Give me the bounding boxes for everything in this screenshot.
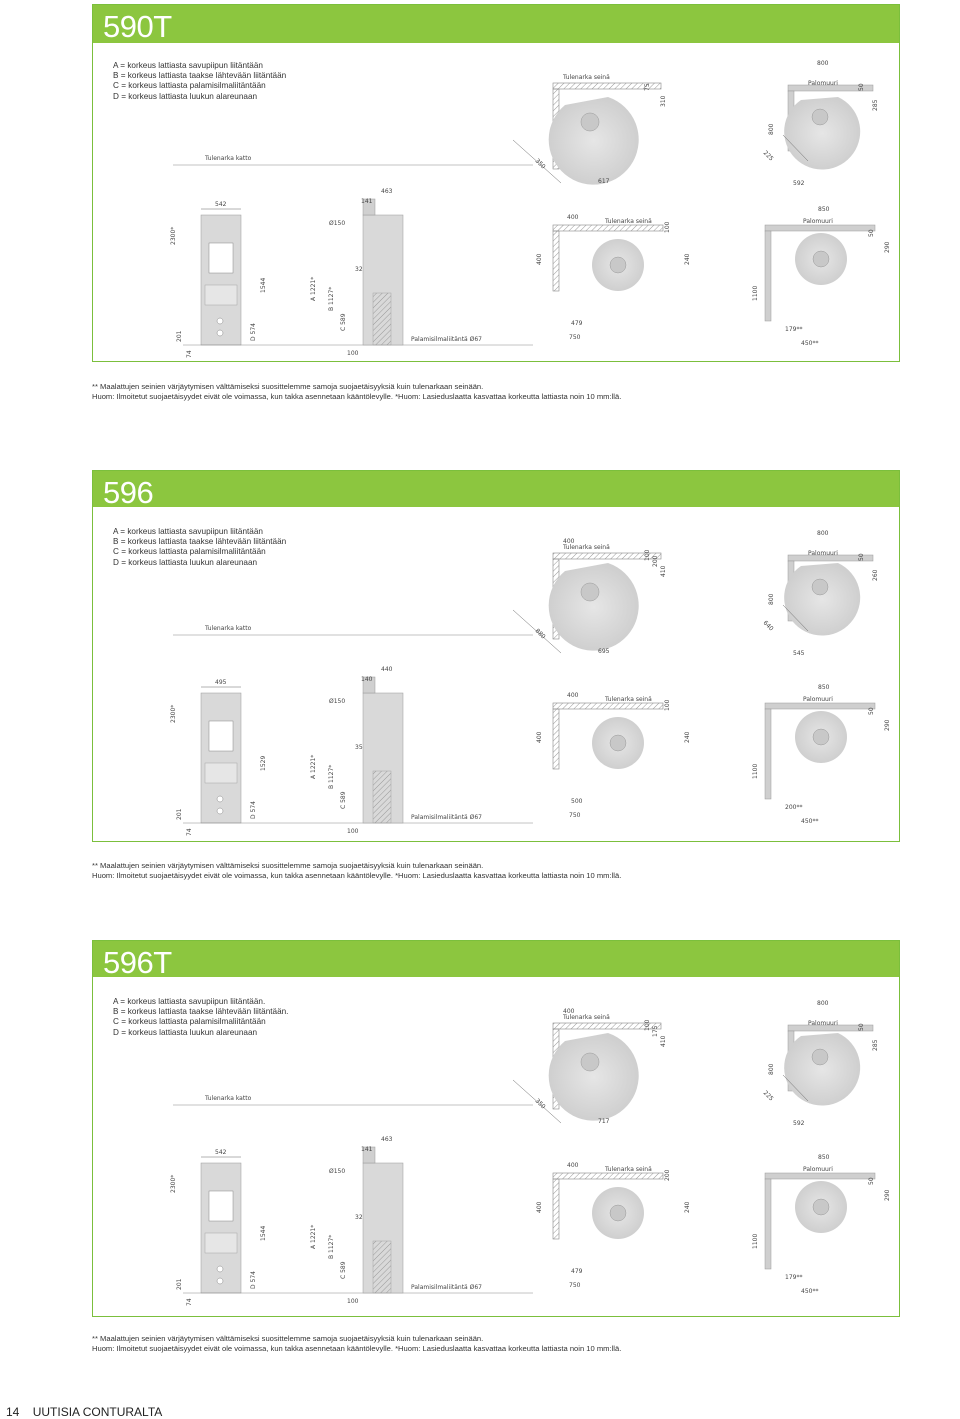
dim-height-74: 74 [186, 1298, 193, 1306]
legend-item: C = korkeus lattiasta palamisilmaliitäntään [113, 81, 266, 91]
dim-wall-b: 310 [660, 95, 667, 107]
stove-knob [217, 318, 223, 324]
dim-height-b: B 1127* [328, 1234, 335, 1259]
dim-height-total: 1529 [260, 755, 267, 771]
dim-height-c: C 589 [340, 313, 347, 331]
dim-firewall-1100: 1100 [752, 285, 759, 301]
firewall-fan [784, 1033, 860, 1106]
wall-hatch-side [553, 1179, 559, 1239]
dim-wall-diagonal: 350 [533, 157, 547, 171]
dim-side-32: 35 [355, 744, 363, 751]
wall-hatch-top [553, 703, 663, 709]
dim-wall-c: 200 [652, 555, 659, 567]
dim-height-total: 1544 [260, 1225, 267, 1241]
stove-knob [217, 1266, 223, 1272]
top-view-wall [513, 74, 667, 185]
front-view [170, 1149, 533, 1306]
brand-name: UUTISIA CONTURALTA [32, 1405, 163, 1419]
section-3 [92, 940, 900, 1317]
note-line2: Huom: Ilmoitetut suojaetäisyydet eivät ole voimassa, kun takka asennetaan kääntölevylle. *Huom: Lasieduslaatta kasvattaa korkeutta lattiasta noin 10 mm:llä. [92, 1344, 622, 1353]
wall-hatch-side [553, 231, 559, 291]
dim-side-141: 141 [361, 198, 373, 205]
ceiling [173, 625, 533, 635]
dim-firewall-850: 850 [818, 684, 830, 691]
legend-item: B = korkeus lattiasta taakse lähtevään liitäntään. [113, 1007, 289, 1017]
legend-item: A = korkeus lattiasta savupiipun liitäntään. [113, 997, 266, 1006]
dim-bottom-750: 750 [569, 1282, 581, 1289]
dim-side-32: 32 [355, 266, 363, 273]
dim-firewall-height: 800 [768, 593, 775, 605]
dim-bottom-479: 479 [571, 1268, 583, 1275]
dim-side-100: 100 [347, 828, 359, 835]
dimension-drawings [93, 471, 899, 841]
stove-middle [205, 1233, 237, 1253]
dim-height-201: 201 [176, 1278, 183, 1290]
top-view-firewall [762, 1000, 879, 1127]
dim-wall-a: 100 [644, 1019, 651, 1031]
dim-bottom-240: 240 [684, 253, 691, 265]
dim-bottom-400: 400 [567, 1162, 579, 1169]
note-line1: ** Maalattujen seinien värjäytymisen välttämiseksi suosittelemme samoja suojaetäisyyksiä kuin tulenarkaan seinään. [92, 382, 484, 391]
firewall-fan [784, 97, 860, 170]
firewall-side [765, 709, 771, 799]
front-view [170, 201, 533, 358]
side-view [310, 666, 482, 835]
dim-height-c: C 589 [340, 791, 347, 809]
dim-bottom-240: 240 [684, 1201, 691, 1213]
top-view-wall [513, 1008, 667, 1125]
dim-bottom-400: 400 [567, 692, 579, 699]
dim-height-74: 74 [186, 828, 193, 836]
dim-height-a: A 1221* [310, 754, 317, 779]
legend-item: B = korkeus lattiasta taakse lähtevään liitäntään [113, 71, 287, 81]
legend-item: D = korkeus lattiasta luukun alareunaan [113, 1027, 258, 1037]
stove-door-glass [209, 721, 233, 751]
dim-firewall-diagonal: 225 [761, 1089, 775, 1103]
note-line1: ** Maalattujen seinien värjäytymisen välttämiseksi suosittelemme samoja suojaetäisyyksiä kuin tulenarkaan seinään. [92, 1334, 484, 1343]
dimension-drawings [93, 5, 899, 361]
firewall-label: Palomuuri [808, 550, 838, 557]
dim-side-depth: 440 [381, 666, 393, 673]
dim-firewall-290: 290 [884, 241, 891, 253]
dim-firewall-width: 800 [817, 1000, 829, 1007]
dim-bottom-240: 240 [684, 731, 691, 743]
dim-firewall-depth: 545 [793, 650, 805, 657]
dim-firewall-b: 285 [872, 99, 879, 111]
clearance-fan [549, 563, 639, 651]
dim-firewall-450: 450** [801, 818, 819, 825]
dim-wall-depth: 717 [598, 1118, 610, 1125]
stove-icon [813, 729, 829, 745]
stove-icon [610, 1205, 626, 1221]
wall-label: Tulenarka seinä [563, 1014, 610, 1021]
dim-bottom-400v: 400 [536, 253, 543, 265]
stove-body [201, 215, 241, 345]
dim-wall-b: 410 [660, 565, 667, 577]
stove-door-glass [209, 1191, 233, 1221]
dim-width: 542 [215, 201, 227, 208]
wall-hatch-top [553, 1173, 663, 1179]
dim-firewall-290: 290 [884, 1189, 891, 1201]
section-notes [92, 1334, 621, 1354]
dim-side-depth: 463 [381, 188, 393, 195]
wall-label: Tulenarka seinä [605, 218, 652, 225]
dim-height-2300: 2300* [170, 226, 177, 245]
stove-door-glass [209, 243, 233, 273]
stove-middle [205, 285, 237, 305]
dim-height-2300: 2300* [170, 704, 177, 723]
dim-bottom-750: 750 [569, 334, 581, 341]
dim-firewall-width: 800 [817, 530, 829, 537]
dim-flue-diameter: Ø150 [329, 1168, 346, 1175]
bottom-view-firewall [752, 1154, 891, 1295]
stove-knob [217, 808, 223, 814]
section-title: 596 [103, 475, 154, 510]
legend-item: A = korkeus lattiasta savupiipun liitäntään [113, 61, 263, 70]
section-2 [92, 470, 900, 842]
dim-firewall-a: 50 [858, 553, 865, 561]
dim-bottom-400v: 400 [536, 731, 543, 743]
section-notes [92, 382, 621, 402]
bottom-view-wall [536, 692, 691, 819]
firewall-label: Palomuuri [808, 1020, 838, 1027]
wall-label: Tulenarka seinä [563, 74, 610, 81]
stove-middle [205, 763, 237, 783]
dim-firewall-179: 179** [785, 1274, 803, 1281]
dim-height-d: D 574 [250, 801, 257, 819]
firewall-side [765, 231, 771, 321]
stove-body [201, 693, 241, 823]
dim-wall-a: 100 [644, 549, 651, 561]
dim-firewall-b: 285 [872, 1039, 879, 1051]
dim-flue-diameter: Ø150 [329, 698, 346, 705]
air-intake-label: Palamisilmaliitäntä Ø67 [411, 336, 482, 343]
stove-icon [581, 583, 599, 601]
dim-side-32: 32 [355, 1214, 363, 1221]
firewall-fan [784, 563, 860, 636]
dim-height-201: 201 [176, 808, 183, 820]
ceiling [173, 155, 533, 165]
section-title: 596T [103, 945, 172, 980]
dim-width: 495 [215, 679, 227, 686]
dim-firewall-depth: 592 [793, 1120, 805, 1127]
stove-knob [217, 1278, 223, 1284]
firewall-top [765, 225, 875, 231]
dim-firewall-450: 450** [801, 1288, 819, 1295]
dim-wall-diagonal: 880 [533, 627, 547, 641]
wall-label: Tulenarka seinä [563, 544, 610, 551]
legend-item: C = korkeus lattiasta palamisilmaliitäntään [113, 547, 266, 557]
dim-height-d: D 574 [250, 323, 257, 341]
air-intake-label: Palamisilmaliitäntä Ø67 [411, 1284, 482, 1291]
dim-bottom-100: 200 [664, 1169, 671, 1181]
dim-bottom-400: 400 [567, 214, 579, 221]
dim-height-d: D 574 [250, 1271, 257, 1289]
firewall-label: Palomuuri [803, 218, 833, 225]
stove-icon [812, 579, 828, 595]
dim-wall-a: 75 [644, 83, 651, 91]
air-duct [373, 293, 391, 345]
dim-bottom-400v: 400 [536, 1201, 543, 1213]
legend-item: D = korkeus lattiasta luukun alareunaan [113, 557, 258, 567]
dim-firewall-width: 800 [817, 60, 829, 67]
dim-height-total: 1544 [260, 277, 267, 293]
dim-side-141: 140 [361, 676, 373, 683]
stove-knob [217, 796, 223, 802]
stove-icon [581, 1053, 599, 1071]
firewall-top [765, 1173, 875, 1179]
stove-icon [610, 735, 626, 751]
wall-label: Tulenarka seinä [605, 1166, 652, 1173]
wall-hatch-side [553, 709, 559, 769]
section-notes [92, 861, 621, 881]
dim-bottom-100: 100 [664, 699, 671, 711]
ceiling-label: Tulenarka katto [205, 625, 252, 632]
dim-height-2300: 2300* [170, 1174, 177, 1193]
dim-firewall-b: 260 [872, 569, 879, 581]
front-view [170, 679, 533, 836]
dim-wall-b: 410 [660, 1035, 667, 1047]
dim-firewall-850: 850 [818, 206, 830, 213]
section-1 [92, 4, 900, 362]
dim-wall-width: 400 [563, 538, 575, 545]
dim-firewall-1100: 1100 [752, 1233, 759, 1249]
stove-knob [217, 330, 223, 336]
bottom-view-firewall [752, 684, 891, 825]
dim-firewall-diagonal: 640 [761, 619, 775, 633]
dim-firewall-50: 50 [868, 707, 875, 715]
ceiling-label: Tulenarka katto [205, 1095, 252, 1102]
top-view-firewall [762, 60, 879, 187]
legend-item: D = korkeus lattiasta luukun alareunaan [113, 91, 258, 101]
dim-firewall-179: 179** [785, 326, 803, 333]
dim-wall-depth: 695 [598, 648, 610, 655]
stove-icon [581, 113, 599, 131]
page-number: 14 [6, 1405, 20, 1419]
side-view [310, 188, 482, 357]
dim-firewall-diagonal: 225 [761, 149, 775, 163]
dim-firewall-a: 50 [858, 83, 865, 91]
dim-firewall-height: 800 [768, 123, 775, 135]
bottom-view-firewall [752, 206, 891, 347]
note-line1: ** Maalattujen seinien värjäytymisen välttämiseksi suosittelemme samoja suojaetäisyyksiä kuin tulenarkaan seinään. [92, 861, 484, 870]
firewall-side [765, 1179, 771, 1269]
air-duct [373, 1241, 391, 1293]
stove-icon [812, 109, 828, 125]
legend-item: B = korkeus lattiasta taakse lähtevään liitäntään [113, 537, 287, 547]
dim-firewall-a: 50 [858, 1023, 865, 1031]
dim-side-100: 100 [347, 1298, 359, 1305]
dim-height-b: B 1127* [328, 764, 335, 789]
firewall-top [765, 703, 875, 709]
legend-item: C = korkeus lattiasta palamisilmaliitäntään [113, 1017, 266, 1027]
firewall-label: Palomuuri [808, 80, 838, 87]
dim-side-100: 100 [347, 350, 359, 357]
air-duct [373, 771, 391, 823]
dim-side-depth: 463 [381, 1136, 393, 1143]
stove-icon [812, 1049, 828, 1065]
clearance-fan [549, 97, 639, 185]
dim-firewall-450: 450** [801, 340, 819, 347]
top-view-wall [513, 538, 667, 655]
firewall-label: Palomuuri [803, 696, 833, 703]
section-title: 590T [103, 9, 172, 44]
dim-firewall-50: 50 [868, 229, 875, 237]
clearance-fan [549, 1033, 639, 1121]
dim-wall-depth: 617 [598, 178, 610, 185]
dim-width: 542 [215, 1149, 227, 1156]
firewall-label: Palomuuri [803, 1166, 833, 1173]
dim-firewall-50: 50 [868, 1177, 875, 1185]
bottom-view-wall [536, 214, 691, 341]
dim-wall-diagonal: 350 [533, 1097, 547, 1111]
ceiling [173, 1095, 533, 1105]
dim-height-74: 74 [186, 350, 193, 358]
dim-height-c: C 589 [340, 1261, 347, 1279]
dim-height-a: A 1221* [310, 276, 317, 301]
stove-body [201, 1163, 241, 1293]
bottom-view-wall [536, 1162, 691, 1289]
dim-side-141: 141 [361, 1146, 373, 1153]
stove-icon [813, 251, 829, 267]
dim-firewall-1100: 1100 [752, 763, 759, 779]
dim-bottom-479: 479 [571, 320, 583, 327]
dim-wall-width: 400 [563, 1008, 575, 1015]
top-view-firewall [762, 530, 879, 657]
stove-icon [610, 257, 626, 273]
wall-label: Tulenarka seinä [605, 696, 652, 703]
ceiling-label: Tulenarka katto [205, 155, 252, 162]
dimension-drawings [93, 941, 899, 1316]
note-line2: Huom: Ilmoitetut suojaetäisyydet eivät ole voimassa, kun takka asennetaan kääntölevylle. *Huom: Lasieduslaatta kasvattaa korkeutta lattiasta noin 10 mm:llä. [92, 392, 622, 401]
legend-item: A = korkeus lattiasta savupiipun liitäntään [113, 527, 263, 536]
wall-hatch-top [553, 225, 663, 231]
dim-height-201: 201 [176, 330, 183, 342]
dim-height-b: B 1127* [328, 286, 335, 311]
dim-flue-diameter: Ø150 [329, 220, 346, 227]
dim-bottom-479: 500 [571, 798, 583, 805]
dim-bottom-750: 750 [569, 812, 581, 819]
dim-firewall-height: 800 [768, 1063, 775, 1075]
page-footer [6, 1405, 162, 1419]
dim-firewall-850: 850 [818, 1154, 830, 1161]
note-line2: Huom: Ilmoitetut suojaetäisyydet eivät ole voimassa, kun takka asennetaan kääntölevylle. *Huom: Lasieduslaatta kasvattaa korkeutta lattiasta noin 10 mm:llä. [92, 871, 622, 880]
dim-height-a: A 1221* [310, 1224, 317, 1249]
dim-wall-c: 175 [652, 1025, 659, 1037]
dim-bottom-100: 100 [664, 221, 671, 233]
air-intake-label: Palamisilmaliitäntä Ø67 [411, 814, 482, 821]
side-view [310, 1136, 482, 1305]
dim-firewall-179: 200** [785, 804, 803, 811]
dim-firewall-290: 290 [884, 719, 891, 731]
stove-icon [813, 1199, 829, 1215]
dim-firewall-depth: 592 [793, 180, 805, 187]
